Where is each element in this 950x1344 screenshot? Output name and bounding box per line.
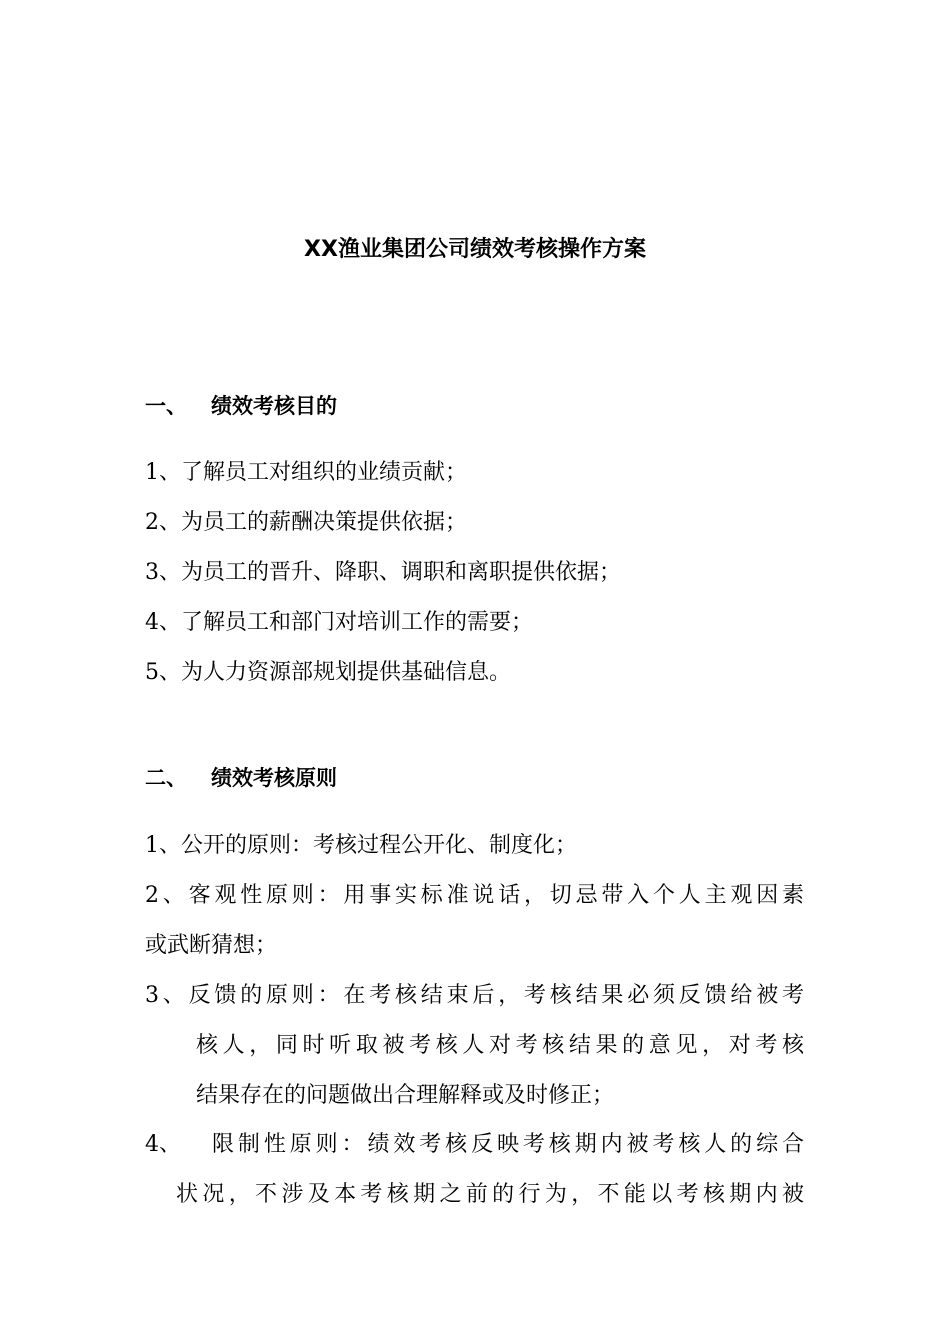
section-2-item-3-line-1: 3、反馈的原则：在考核结束后，考核结果必须反馈给被考 — [145, 983, 804, 1008]
section-1-heading — [145, 390, 337, 422]
section-2-title: 绩效考核原则 — [211, 766, 337, 790]
section-2-item-4-line-2: 状况，不涉及本考核期之前的行为，不能以考核期内被 — [176, 1182, 804, 1207]
page-title: XX渔业集团公司绩效考核操作方案 — [304, 237, 646, 262]
section-2-heading — [145, 762, 337, 794]
section-2-item-3-line-2: 核人，同时听取被考核人对考核结果的意见，对考核 — [196, 1033, 804, 1058]
section-1-item-3: 3、为员工的晋升、降职、调职和离职提供依据； — [145, 560, 621, 585]
section-1-title: 绩效考核目的 — [211, 394, 337, 418]
section-1-number: 一、 — [145, 394, 187, 418]
section-2-item-4-number: 4、 — [145, 1132, 181, 1157]
section-2-number: 二、 — [145, 766, 187, 790]
section-1-item-1: 1、了解员工对组织的业绩贡献； — [145, 460, 467, 485]
section-2-item-1: 1、公开的原则：考核过程公开化、制度化； — [145, 833, 577, 858]
section-1-item-5: 5、为人力资源部规划提供基础信息。 — [145, 660, 511, 685]
section-2-item-2-line-1: 2、客观性原则：用事实标准说话，切忌带入个人主观因素 — [145, 883, 804, 908]
section-1-item-4: 4、了解员工和部门对培训工作的需要； — [145, 610, 533, 635]
section-2-item-4-line-1: 限制性原则：绩效考核反映考核期内被考核人的综合 — [212, 1132, 804, 1157]
section-2-item-3-line-3: 结果存在的问题做出合理解释或及时修正； — [196, 1083, 615, 1108]
section-1-item-2: 2、为员工的薪酬决策提供依据； — [145, 510, 467, 535]
section-2-item-2-line-2: 或武断猜想； — [145, 933, 278, 958]
